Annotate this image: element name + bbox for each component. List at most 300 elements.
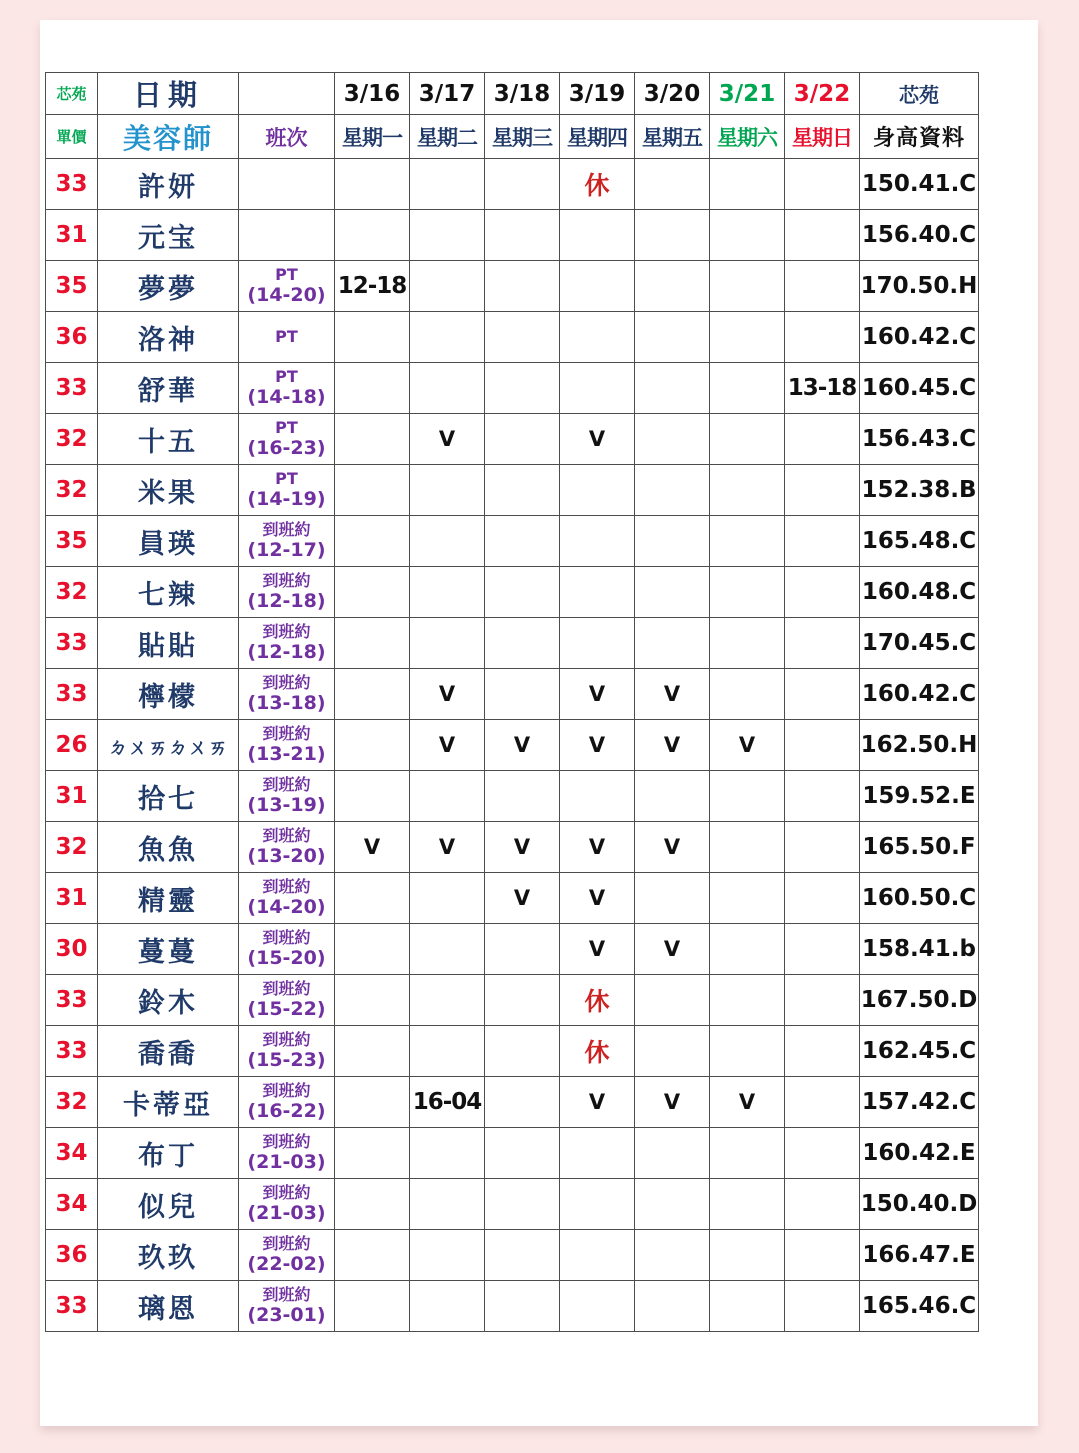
day-cell: V [485, 822, 560, 873]
weekday-cell: 星期一 [335, 115, 410, 159]
day-cell [335, 1026, 410, 1077]
price-cell: 33 [46, 1026, 98, 1077]
day-cell [335, 1077, 410, 1128]
day-cell [785, 822, 860, 873]
day-cell [485, 1077, 560, 1128]
shift-cell [239, 771, 335, 822]
schedule-body [46, 159, 979, 1332]
day-cell [485, 1230, 560, 1281]
table-row [46, 261, 979, 312]
info-cell: 157.42.C [860, 1077, 979, 1128]
table-row [46, 210, 979, 261]
day-cell: 13-18 [785, 363, 860, 414]
staff-name-cell: 七辣 [98, 567, 239, 618]
day-cell [410, 210, 485, 261]
day-cell [335, 1281, 410, 1332]
info-column-label: 身高資料 [860, 115, 979, 159]
staff-name-cell: 洛神 [98, 312, 239, 363]
price-cell: 26 [46, 720, 98, 771]
day-cell [635, 414, 710, 465]
day-cell [635, 261, 710, 312]
day-cell [635, 312, 710, 363]
date-cell: 3/18 [485, 73, 560, 115]
table-row [46, 414, 979, 465]
day-cell: V [560, 822, 635, 873]
day-cell [635, 567, 710, 618]
day-cell [785, 465, 860, 516]
date-cell: 3/21 [710, 73, 785, 115]
day-cell [560, 1128, 635, 1179]
staff-name-cell: 檸檬 [98, 669, 239, 720]
shift-hours: (12-18) [247, 641, 326, 664]
day-cell: V [560, 1077, 635, 1128]
day-cell: V [635, 720, 710, 771]
day-cell [710, 1179, 785, 1230]
day-cell [335, 414, 410, 465]
day-cell [710, 1128, 785, 1179]
shift-type: PT [275, 265, 298, 284]
day-cell [635, 210, 710, 261]
day-cell [635, 771, 710, 822]
shift-hours: (14-18) [247, 386, 326, 409]
table-row [46, 1026, 979, 1077]
day-cell [410, 567, 485, 618]
price-cell: 33 [46, 159, 98, 210]
day-cell [785, 414, 860, 465]
price-cell: 32 [46, 414, 98, 465]
staff-name-cell: 舒華 [98, 363, 239, 414]
day-cell [335, 873, 410, 924]
day-cell [560, 618, 635, 669]
table-row [46, 516, 979, 567]
shift-hours: (15-23) [247, 1049, 326, 1072]
day-cell [410, 618, 485, 669]
staff-name-cell: 布丁 [98, 1128, 239, 1179]
price-cell: 36 [46, 1230, 98, 1281]
info-cell: 160.50.C [860, 873, 979, 924]
info-cell: 160.48.C [860, 567, 979, 618]
day-cell [710, 669, 785, 720]
price-cell: 33 [46, 669, 98, 720]
day-cell: V [635, 669, 710, 720]
day-cell [785, 1026, 860, 1077]
shift-hours: (13-20) [247, 845, 326, 868]
price-cell: 32 [46, 567, 98, 618]
day-cell [710, 975, 785, 1026]
shift-cell [239, 1077, 335, 1128]
day-cell [785, 159, 860, 210]
day-cell [785, 312, 860, 363]
day-cell [335, 771, 410, 822]
price-cell: 31 [46, 771, 98, 822]
shift-hours: (21-03) [247, 1151, 326, 1174]
price-cell: 33 [46, 1281, 98, 1332]
day-cell [560, 312, 635, 363]
day-cell [485, 567, 560, 618]
shift-cell [239, 363, 335, 414]
staff-name-cell: 員瑛 [98, 516, 239, 567]
day-cell [485, 465, 560, 516]
table-row [46, 1230, 979, 1281]
date-cell: 3/17 [410, 73, 485, 115]
shift-hours: (16-22) [247, 1100, 326, 1123]
info-cell: 170.50.H [860, 261, 979, 312]
day-cell [635, 873, 710, 924]
info-cell: 150.41.C [860, 159, 979, 210]
day-cell [485, 1281, 560, 1332]
day-cell [485, 618, 560, 669]
day-cell [560, 210, 635, 261]
table-row [46, 975, 979, 1026]
price-cell: 31 [46, 210, 98, 261]
shift-type: PT [275, 418, 298, 437]
day-cell [335, 975, 410, 1026]
day-cell [710, 159, 785, 210]
day-cell [410, 924, 485, 975]
day-cell [710, 924, 785, 975]
price-column-label: 單價 [46, 115, 98, 159]
day-cell [710, 312, 785, 363]
table-row [46, 567, 979, 618]
day-cell [785, 618, 860, 669]
day-cell [485, 363, 560, 414]
day-cell [335, 465, 410, 516]
staff-name-cell: 精靈 [98, 873, 239, 924]
shift-hours: (15-20) [247, 947, 326, 970]
day-cell [785, 261, 860, 312]
shift-cell [239, 465, 335, 516]
day-cell [635, 363, 710, 414]
shift-type: 到班約 [262, 1081, 311, 1100]
shift-type: 到班約 [262, 520, 311, 539]
day-cell [710, 618, 785, 669]
day-cell [710, 1026, 785, 1077]
shift-cell [239, 1128, 335, 1179]
shift-hours: (14-19) [247, 488, 326, 511]
weekday-cell: 星期三 [485, 115, 560, 159]
date-cell: 3/16 [335, 73, 410, 115]
day-cell [410, 312, 485, 363]
table-row [46, 1281, 979, 1332]
day-cell [335, 618, 410, 669]
date-cell: 3/22 [785, 73, 860, 115]
shift-hours: (13-19) [247, 794, 326, 817]
day-cell: V [560, 414, 635, 465]
day-cell: V [410, 822, 485, 873]
table-row [46, 465, 979, 516]
header-row-weekdays [46, 115, 979, 159]
staff-name-cell: 似兒 [98, 1179, 239, 1230]
day-cell [485, 1128, 560, 1179]
info-cell: 160.42.C [860, 669, 979, 720]
day-cell: V [635, 924, 710, 975]
day-cell [335, 516, 410, 567]
price-cell: 35 [46, 516, 98, 567]
staff-column-label: 美容師 [98, 115, 239, 159]
day-cell [785, 975, 860, 1026]
shift-cell [239, 1026, 335, 1077]
price-cell: 30 [46, 924, 98, 975]
day-cell [560, 363, 635, 414]
day-cell [485, 1179, 560, 1230]
day-cell [785, 516, 860, 567]
day-cell: 休 [560, 1026, 635, 1077]
shift-cell [239, 210, 335, 261]
weekday-cell: 星期二 [410, 115, 485, 159]
shift-type: 到班約 [262, 928, 311, 947]
day-cell [560, 1281, 635, 1332]
info-cell: 162.45.C [860, 1026, 979, 1077]
shift-type: 到班約 [262, 571, 311, 590]
shift-hours: (12-17) [247, 539, 326, 562]
corner-label-left: 芯苑 [46, 73, 98, 115]
day-cell: V [485, 720, 560, 771]
day-cell [710, 873, 785, 924]
table-row [46, 618, 979, 669]
shift-type: PT [275, 367, 298, 386]
day-cell [635, 1026, 710, 1077]
day-cell: V [410, 720, 485, 771]
day-cell: 16-04 [410, 1077, 485, 1128]
day-cell: 12-18 [335, 261, 410, 312]
schedule-sheet [40, 20, 1038, 1426]
day-cell [410, 516, 485, 567]
day-cell [485, 210, 560, 261]
table-row [46, 159, 979, 210]
staff-name-cell: 元宝 [98, 210, 239, 261]
table-row [46, 720, 979, 771]
day-cell [410, 261, 485, 312]
day-cell [560, 1179, 635, 1230]
day-cell: V [485, 873, 560, 924]
info-cell: 170.45.C [860, 618, 979, 669]
day-cell: V [635, 1077, 710, 1128]
shift-cell [239, 1179, 335, 1230]
day-cell [635, 159, 710, 210]
day-cell [410, 159, 485, 210]
table-row [46, 312, 979, 363]
shift-cell [239, 567, 335, 618]
day-cell [710, 414, 785, 465]
day-cell [410, 363, 485, 414]
shift-type: 到班約 [262, 775, 311, 794]
day-cell [635, 465, 710, 516]
day-cell [335, 924, 410, 975]
shift-hours: (22-02) [247, 1253, 326, 1276]
price-cell: 34 [46, 1128, 98, 1179]
shift-type: 到班約 [262, 826, 311, 845]
shift-cell [239, 924, 335, 975]
info-cell: 159.52.E [860, 771, 979, 822]
shift-column-label: 班次 [239, 115, 335, 159]
price-cell: 32 [46, 1077, 98, 1128]
day-cell [560, 567, 635, 618]
staff-name-cell: 卡蒂亞 [98, 1077, 239, 1128]
info-cell: 156.43.C [860, 414, 979, 465]
day-cell: V [410, 669, 485, 720]
blank-cell [239, 73, 335, 115]
day-cell [560, 516, 635, 567]
day-cell [335, 1230, 410, 1281]
shift-hours: (12-18) [247, 590, 326, 613]
shift-hours: (14-20) [247, 896, 326, 919]
shift-hours: (13-18) [247, 692, 326, 715]
day-cell [785, 669, 860, 720]
staff-name-cell: 許妍 [98, 159, 239, 210]
price-cell: 32 [46, 465, 98, 516]
schedule-header [46, 73, 979, 159]
day-cell [410, 1179, 485, 1230]
day-cell [410, 1230, 485, 1281]
day-cell [485, 159, 560, 210]
day-cell [785, 720, 860, 771]
table-row [46, 771, 979, 822]
date-label: 日期 [98, 73, 239, 115]
info-cell: 162.50.H [860, 720, 979, 771]
shift-type: 到班約 [262, 1132, 311, 1151]
table-row [46, 1179, 979, 1230]
shift-type: 到班約 [262, 1285, 311, 1304]
shift-type: 到班約 [262, 724, 311, 743]
day-cell [335, 567, 410, 618]
day-cell [635, 975, 710, 1026]
weekday-cell: 星期五 [635, 115, 710, 159]
table-row [46, 669, 979, 720]
staff-name-cell: ㄉㄨㄞㄉㄨㄞ [98, 720, 239, 771]
shift-cell [239, 669, 335, 720]
shift-cell [239, 1230, 335, 1281]
price-cell: 36 [46, 312, 98, 363]
day-cell [710, 363, 785, 414]
shift-hours: (16-23) [247, 437, 326, 460]
price-cell: 33 [46, 363, 98, 414]
shift-hours: (23-01) [247, 1304, 326, 1327]
day-cell [710, 1281, 785, 1332]
table-row [46, 822, 979, 873]
price-cell: 34 [46, 1179, 98, 1230]
day-cell [335, 159, 410, 210]
day-cell [410, 873, 485, 924]
shift-hours: (13-21) [247, 743, 326, 766]
day-cell [410, 1026, 485, 1077]
price-cell: 35 [46, 261, 98, 312]
staff-name-cell: 十五 [98, 414, 239, 465]
shift-type: PT [275, 327, 298, 347]
shift-cell [239, 414, 335, 465]
shift-cell [239, 159, 335, 210]
table-row [46, 1077, 979, 1128]
day-cell [485, 924, 560, 975]
staff-name-cell: 喬喬 [98, 1026, 239, 1077]
day-cell [485, 1026, 560, 1077]
day-cell [635, 516, 710, 567]
day-cell [785, 873, 860, 924]
day-cell: V [410, 414, 485, 465]
info-cell: 158.41.b [860, 924, 979, 975]
shift-type: 到班約 [262, 1030, 311, 1049]
date-cell: 3/20 [635, 73, 710, 115]
price-cell: 33 [46, 975, 98, 1026]
day-cell: V [560, 720, 635, 771]
weekday-cell: 星期四 [560, 115, 635, 159]
shift-cell [239, 975, 335, 1026]
day-cell: V [335, 822, 410, 873]
day-cell [710, 465, 785, 516]
weekday-cell: 星期日 [785, 115, 860, 159]
shift-type: 到班約 [262, 1234, 311, 1253]
day-cell: V [635, 822, 710, 873]
info-cell: 150.40.D [860, 1179, 979, 1230]
staff-name-cell: 夢夢 [98, 261, 239, 312]
shift-cell [239, 312, 335, 363]
day-cell [335, 363, 410, 414]
day-cell [335, 720, 410, 771]
day-cell [635, 618, 710, 669]
staff-name-cell: 魚魚 [98, 822, 239, 873]
day-cell [710, 516, 785, 567]
shift-type: 到班約 [262, 673, 311, 692]
day-cell [785, 210, 860, 261]
day-cell [410, 1281, 485, 1332]
day-cell [485, 975, 560, 1026]
day-cell [410, 465, 485, 516]
day-cell [710, 771, 785, 822]
shift-hours: (15-22) [247, 998, 326, 1021]
shift-hours: (21-03) [247, 1202, 326, 1225]
shift-cell [239, 516, 335, 567]
day-cell [710, 822, 785, 873]
day-cell [560, 261, 635, 312]
day-cell [785, 1179, 860, 1230]
day-cell [785, 1077, 860, 1128]
day-cell [485, 261, 560, 312]
date-cell: 3/19 [560, 73, 635, 115]
table-row [46, 1128, 979, 1179]
day-cell: V [710, 720, 785, 771]
shift-type: PT [275, 469, 298, 488]
day-cell: V [560, 669, 635, 720]
day-cell [785, 771, 860, 822]
day-cell [335, 312, 410, 363]
corner-label-right: 芯苑 [860, 73, 979, 115]
info-cell: 160.42.C [860, 312, 979, 363]
header-row-dates [46, 73, 979, 115]
day-cell [785, 1128, 860, 1179]
shift-type: 到班約 [262, 1183, 311, 1202]
info-cell: 160.45.C [860, 363, 979, 414]
day-cell [560, 1230, 635, 1281]
day-cell: V [560, 873, 635, 924]
info-cell: 165.46.C [860, 1281, 979, 1332]
day-cell [635, 1128, 710, 1179]
shift-type: 到班約 [262, 979, 311, 998]
day-cell [335, 1179, 410, 1230]
price-cell: 31 [46, 873, 98, 924]
info-cell: 160.42.E [860, 1128, 979, 1179]
shift-cell [239, 1281, 335, 1332]
day-cell [485, 414, 560, 465]
info-cell: 165.48.C [860, 516, 979, 567]
day-cell [485, 312, 560, 363]
day-cell [410, 975, 485, 1026]
day-cell [785, 924, 860, 975]
day-cell [410, 1128, 485, 1179]
day-cell: V [560, 924, 635, 975]
day-cell [710, 567, 785, 618]
day-cell [710, 210, 785, 261]
price-cell: 32 [46, 822, 98, 873]
day-cell [335, 1128, 410, 1179]
